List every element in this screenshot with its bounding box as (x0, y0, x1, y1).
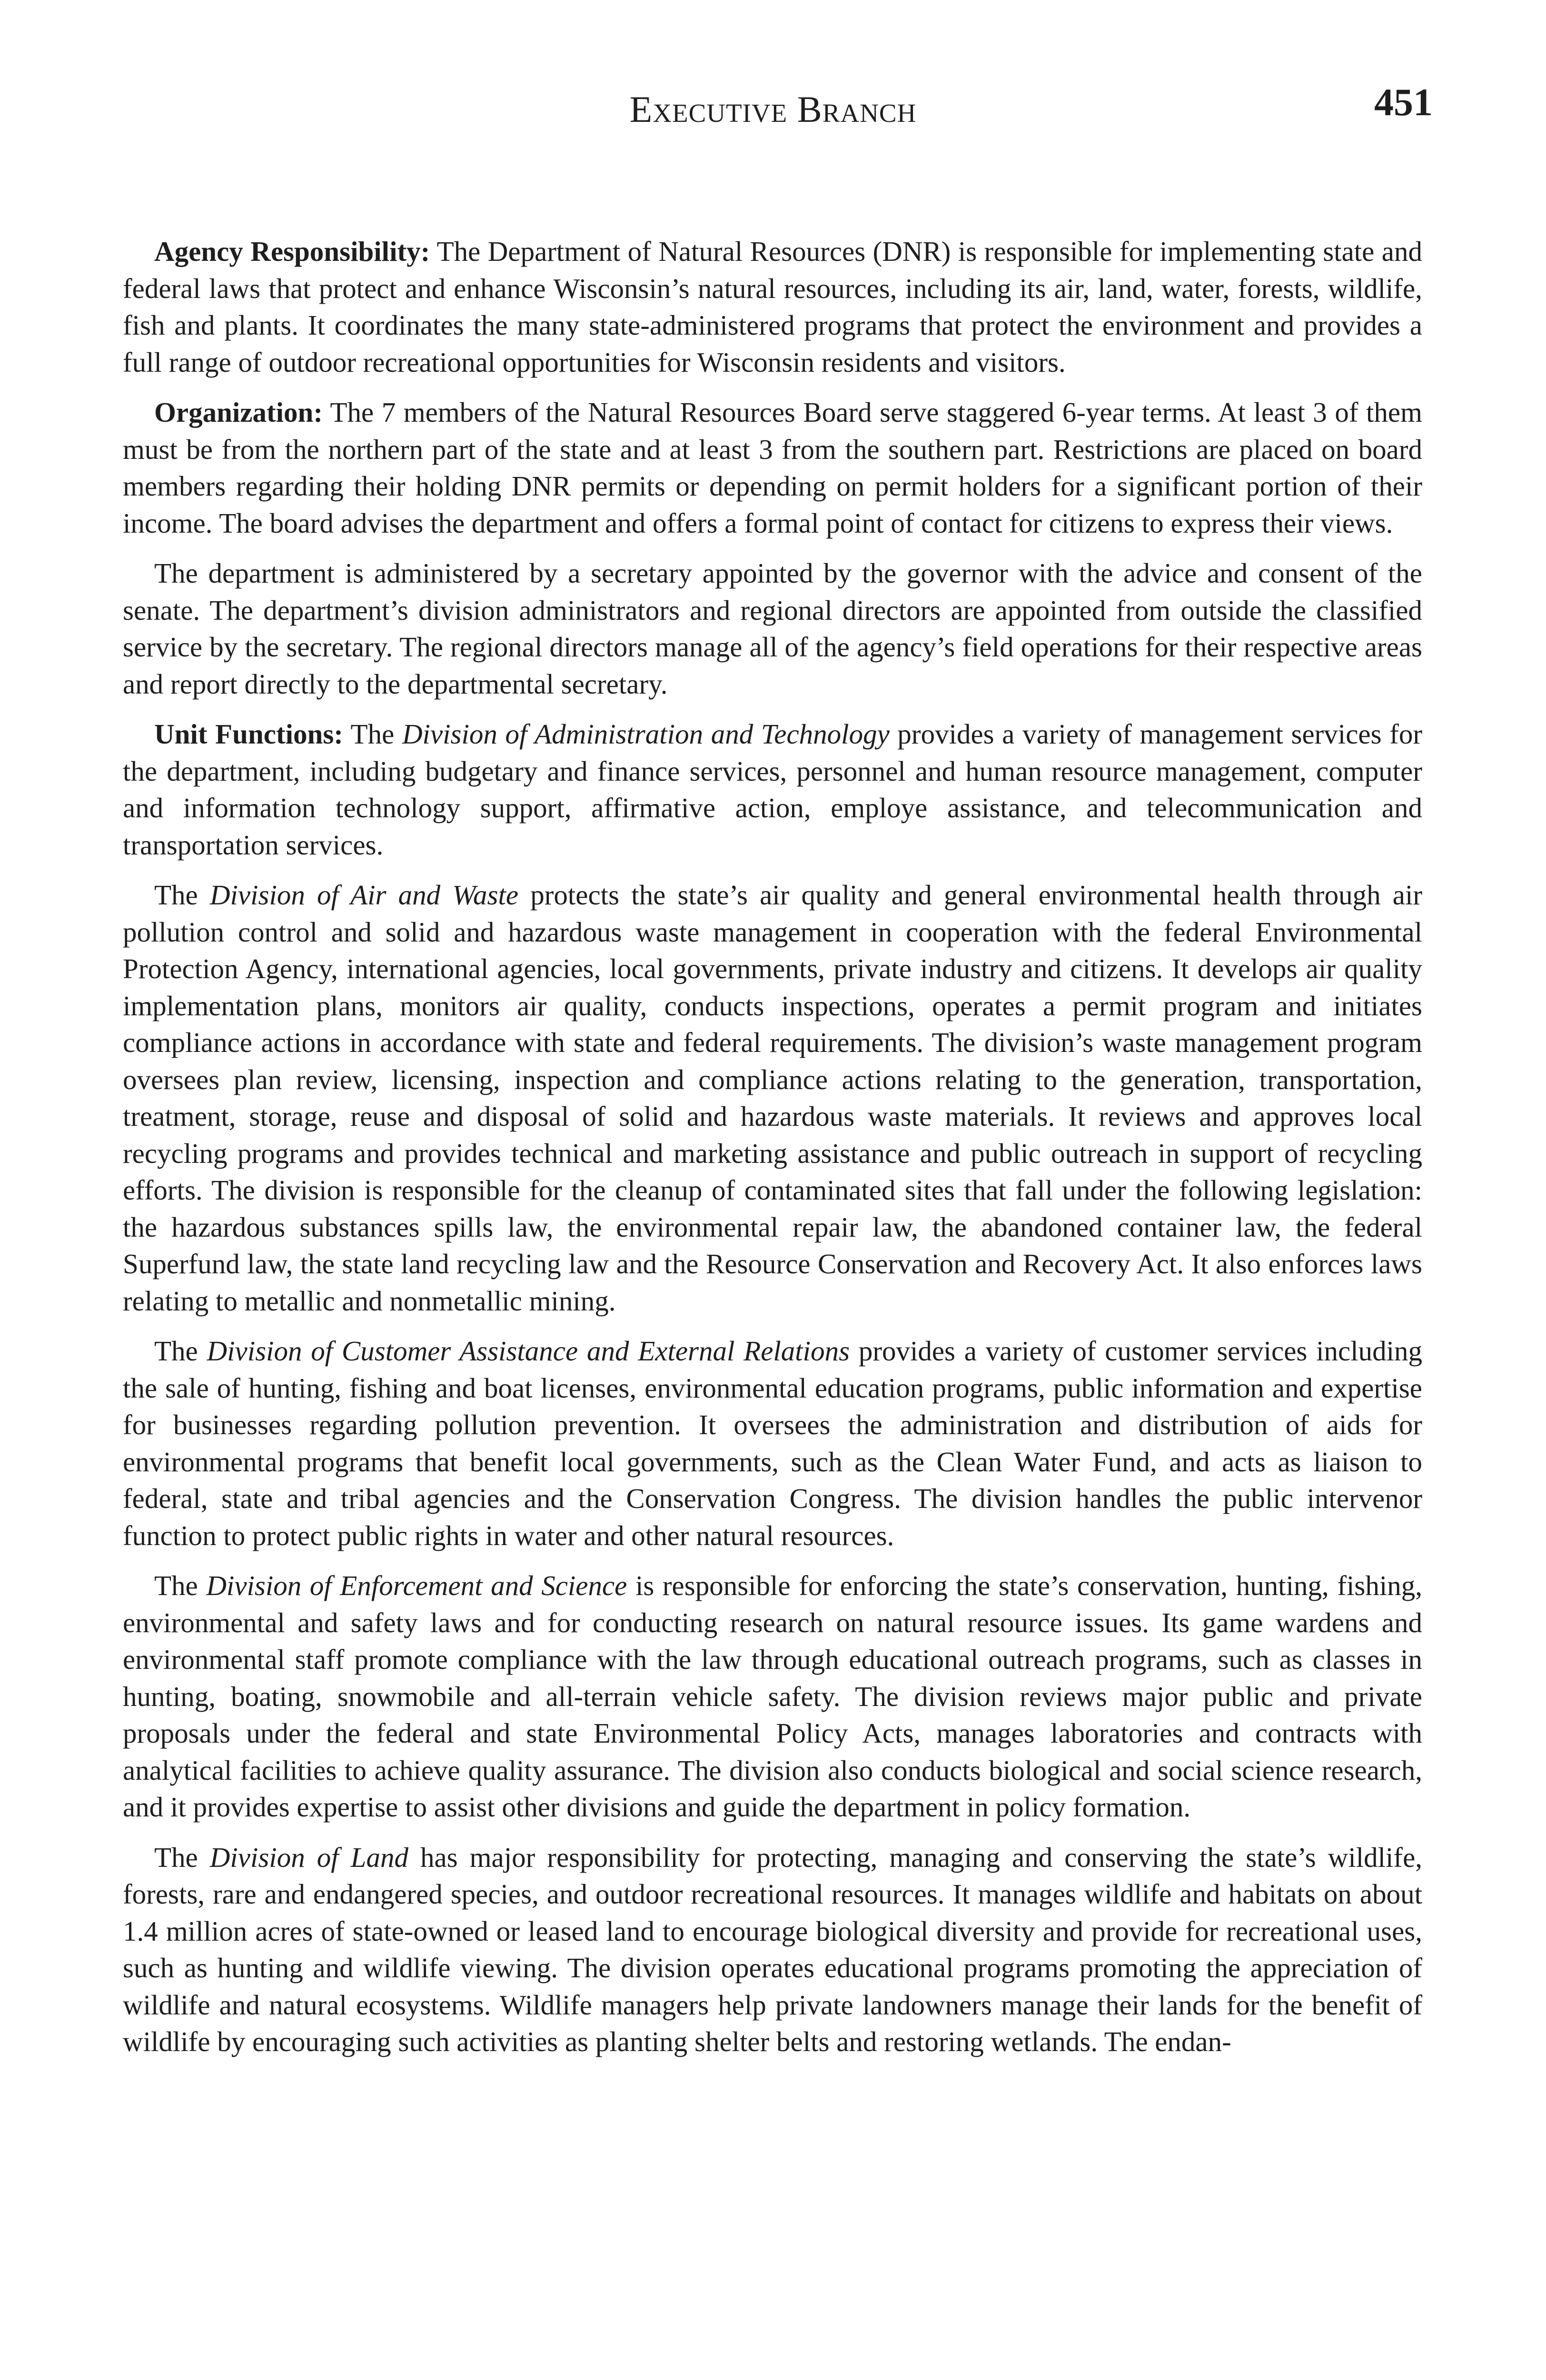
paragraph-air-and-waste (123, 877, 1422, 1319)
paragraph-text: protects the state’s air quality and general environmental health through air pollution control and solid and hazardous waste management in cooperation with the federal Environmental Protection Agency, international agencies, local governments, private industry and citizens. It develops air quality implementation plans, monitors air quality, conducts inspections, operates a permit program and initiates compliance actions in accordance with state and federal requirements. The division’s waste management program oversees plan review, licensing, inspection and compliance actions relating to the generation, transportation, treatment, storage, reuse and disposal of solid and hazardous waste materials. It reviews and approves local recycling programs and provides technical and marketing assistance and public outreach in support of recycling efforts. The division is responsible for the cleanup of contaminated sites that fall under the following legislation: the hazardous substances spills law, the environmental repair law, the abandoned container law, the federal Superfund law, the state land recycling law and the Resource Conservation and Recovery Act. It also enforces laws relating to metallic and nonmetallic mining. (123, 879, 1422, 1317)
paragraph-pre: The (154, 1841, 210, 1873)
paragraph-unit-functions (123, 716, 1422, 863)
paragraph-customer-assistance (123, 1333, 1422, 1554)
division-name: Division of Customer Assistance and External Relations (207, 1335, 850, 1367)
lead-heading: Agency Responsibility: (154, 236, 430, 267)
paragraph-department-administration (123, 555, 1422, 703)
paragraph-pre: The (154, 879, 210, 911)
paragraph-agency-responsibility (123, 233, 1422, 381)
paragraph-text: provides a variety of management services for the department, including budgetary and finance services, personnel and human resource management, computer and information technology support, affirmative action, employe assistance, and telecommunication and transportation services. (123, 718, 1422, 861)
lead-heading: Organization: (154, 397, 323, 428)
lead-heading: Unit Functions: (154, 718, 343, 750)
page-header (0, 71, 1546, 129)
paragraph-text: The Department of Natural Resources (DNR) is responsible for implementing state and federal laws that protect and enhance Wisconsin’s natural resources, including its air, land, water, forests, wildlife, fish and plants. It coordinates the many state-administered programs that protect the environment and provides a full range of outdoor recreational opportunities for Wisconsin residents and visitors. (123, 236, 1422, 378)
division-name: Division of Air and Waste (209, 879, 519, 911)
running-head: Executive Branch (629, 89, 917, 130)
paragraph-pre: The (154, 1335, 207, 1367)
paragraph-text: The 7 members of the Natural Resources Board serve staggered 6-year terms. At least 3 of them must be from the northern part of the state and at least 3 from the southern part. Restrictions are placed on board members regarding their holding DNR permits or depending on permit holders for a significant portion of their income. The board advises the department and offers a formal point of contact for citizens to express their views. (123, 397, 1422, 539)
paragraph-land (123, 1839, 1422, 2061)
paragraph-text: is responsible for enforcing the state’s conservation, hunting, fishing, environmental and safety laws and for conducting research on natural resource issues. Its game wardens and environmental staff promote compliance with the law through educational outreach programs, such as classes in hunting, boating, snowmobile and all-terrain vehicle safety. The division reviews major public and private proposals under the federal and state Environmental Policy Acts, manages laboratories and contracts with analytical facilities to achieve quality assurance. The division also conducts biological and social science research, and it provides expertise to assist other divisions and guide the department in policy formation. (123, 1570, 1422, 1823)
paragraph-pre: The (154, 1570, 207, 1601)
paragraph-text: has major responsibility for protecting, managing and conserving the state’s wildlife, forests, rare and endangered species, and outdoor recreational resources. It manages wildlife and habitats on about 1.4 million acres of state-owned or leased land to encourage biological diversity and provide for recreational uses, such as hunting and wildlife viewing. The division operates educational programs promoting the appreciation of wildlife and natural ecosystems. Wildlife managers help private landowners manage their lands for the benefit of wildlife by encouraging such activities as planting shelter belts and restoring wetlands. The endan- (123, 1841, 1423, 2057)
division-name: Division of Administration and Technology (402, 718, 890, 750)
paragraph-pre: The (343, 718, 402, 750)
paragraph-organization (123, 394, 1422, 542)
division-name: Division of Land (209, 1841, 408, 1873)
paragraph-text: The department is administered by a secretary appointed by the governor with the advice and consent of the senate. The department’s division administrators and regional directors are appointed from outside the classified service by the secretary. The regional directors manage all of the agency’s field operations for their respective areas and report directly to the departmental secretary. (123, 557, 1422, 700)
paragraph-enforcement-science (123, 1567, 1422, 1826)
page-number: 451 (1374, 80, 1433, 124)
body-text (123, 233, 1422, 2074)
paragraph-text: provides a variety of customer services including the sale of hunting, fishing and boat licenses, environmental education programs, public information and expertise for businesses regarding pollution prevention. It oversees the administration and distribution of aids for environmental programs that benefit local governments, such as the Clean Water Fund, and acts as liaison to federal, state and tribal agencies and the Conservation Congress. The division handles the public intervenor function to protect public rights in water and other natural resources. (123, 1335, 1422, 1551)
division-name: Division of Enforcement and Science (206, 1570, 627, 1601)
